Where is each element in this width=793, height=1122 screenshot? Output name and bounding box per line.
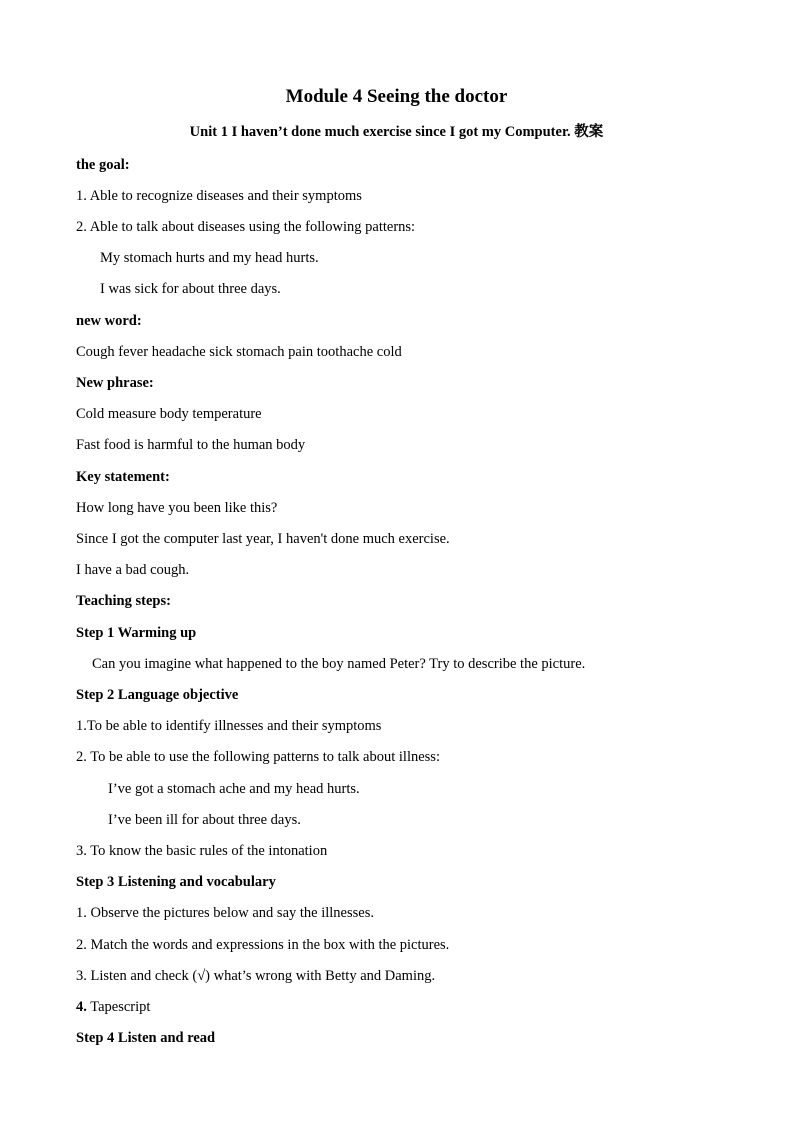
step3-item: 2. Match the words and expressions in the box with the pictures. [76, 937, 450, 953]
key-statement-item: I have a bad cough. [76, 562, 190, 578]
step2-item: 2. To be able to use the following patterns to talk about illness: [76, 749, 440, 765]
step2-pattern: I’ve been ill for about three days. [108, 812, 301, 828]
goal-pattern: I was sick for about three days. [100, 281, 281, 297]
step3-heading: Step 3 Listening and vocabulary [76, 874, 276, 890]
key-statement-heading: Key statement: [76, 469, 170, 485]
new-word-heading: new word: [76, 313, 142, 329]
new-phrase-item: Cold measure body temperature [76, 406, 262, 422]
new-phrase-heading: New phrase: [76, 375, 154, 391]
document-title: Module 4 Seeing the doctor [285, 86, 508, 107]
new-phrase-item: Fast food is harmful to the human body [76, 437, 306, 453]
teaching-steps-heading: Teaching steps: [76, 593, 171, 609]
step3-item: 3. Listen and check (√) what’s wrong with Betty and Daming. [76, 968, 436, 984]
step3-item4-text: Tapescript [86, 999, 151, 1015]
goal-item: 2. Able to talk about diseases using the following patterns: [76, 219, 416, 235]
key-statement-item: How long have you been like this? [76, 500, 278, 516]
goal-pattern: My stomach hurts and my head hurts. [100, 250, 319, 266]
key-statement-item: Since I got the computer last year, I haven't done much exercise. [76, 531, 450, 547]
step2-heading: Step 2 Language objective [76, 687, 239, 703]
step2-item: 1.To be able to identify illnesses and their symptoms [76, 718, 382, 734]
new-words-list: Cough fever headache sick stomach pain toothache cold [76, 344, 402, 360]
step1-text: Can you imagine what happened to the boy named Peter? Try to describe the picture. [92, 656, 586, 672]
goal-heading: the goal: [76, 157, 130, 173]
goal-item: 1. Able to recognize diseases and their symptoms [76, 188, 362, 204]
step3-item4-number: 4. [76, 999, 87, 1015]
step2-item: 3. To know the basic rules of the intonation [76, 843, 328, 859]
step3-item: 1. Observe the pictures below and say the illnesses. [76, 905, 374, 921]
step3-item [76, 998, 150, 1016]
document-subtitle: Unit 1 I haven’t done much exercise since I got my Computer. 教案 [189, 124, 604, 140]
step2-pattern: I’ve got a stomach ache and my head hurts. [108, 781, 360, 797]
step1-heading: Step 1 Warming up [76, 625, 197, 641]
step4-heading: Step 4 Listen and read [76, 1030, 216, 1046]
